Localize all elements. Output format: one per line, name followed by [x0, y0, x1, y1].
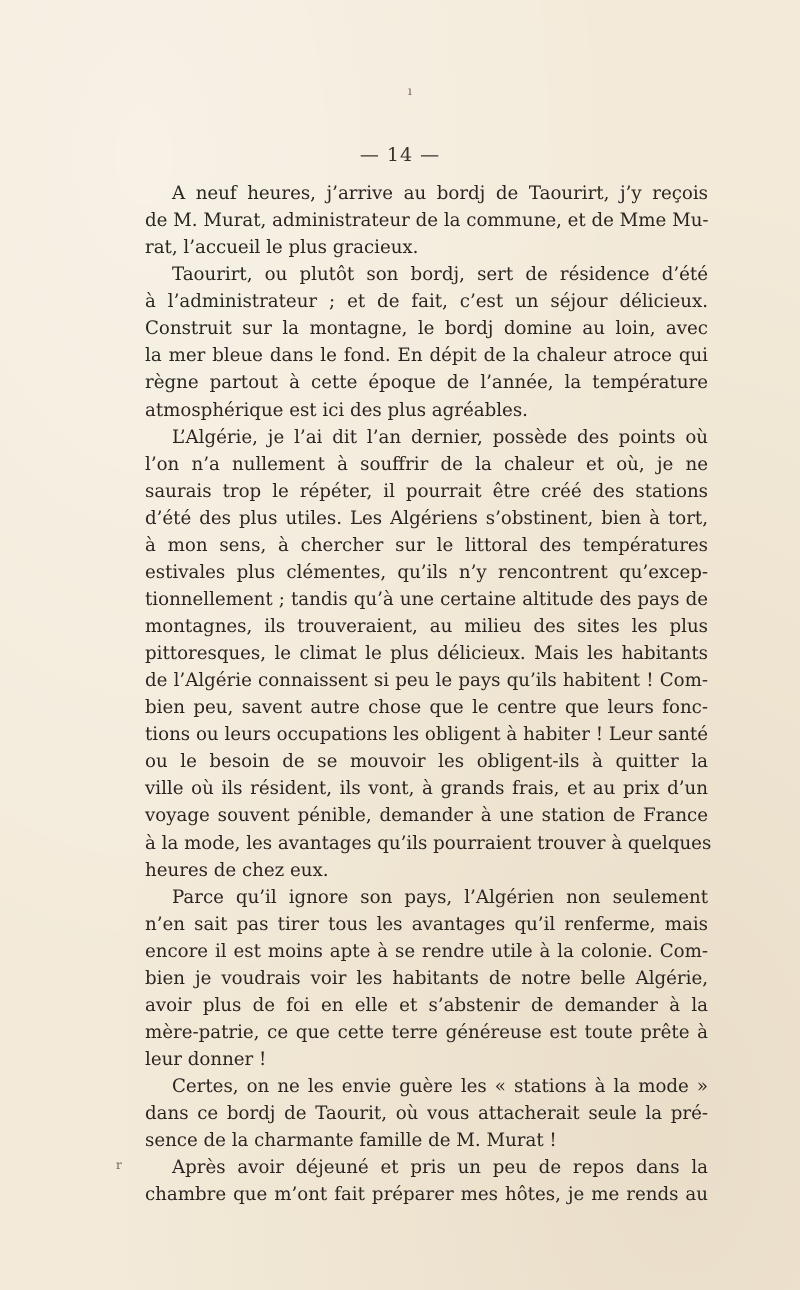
text-line: mère-patrie, ce que cette terre généreuse est toute prête à: [145, 1021, 708, 1043]
text-line: rat, l’accueil le plus gracieux.: [145, 237, 419, 259]
page-number: — 14 —: [359, 144, 441, 166]
text-line: d’été des plus utiles. Les Algériens s’obstinent, bien à tort,: [145, 507, 708, 529]
text-line: règne partout à cette époque de l’année, la température: [145, 372, 708, 394]
text-line: estivales plus clémentes, qu’ils n’y rencontrent qu’excep-: [145, 561, 708, 583]
text-line: n’en sait pas tirer tous les avantages qu’il renferme, mais: [145, 913, 708, 935]
text-line: tions ou leurs occupations les obligent à habiter ! Leur santé: [145, 724, 708, 746]
text-line: Après avoir déjeuné et pris un peu de repos dans la: [172, 1157, 708, 1179]
text-line: tionnellement ; tandis qu’à une certaine altitude des pays de: [145, 588, 708, 610]
text-line: montagnes, ils trouveraient, au milieu des sites les plus: [145, 616, 708, 637]
text-line: à mon sens, à chercher sur le littoral des températures: [145, 534, 708, 556]
text-line: de M. Murat, administrateur de la commune, et de Mme Mu-: [145, 210, 709, 232]
text-line: à la mode, les avantages qu’ils pourraient trouver à quelques: [145, 832, 712, 854]
text-line: avoir plus de foi en elle et s’abstenir de demander à la: [145, 994, 708, 1016]
ink-speck: ı: [408, 84, 412, 98]
text-line: atmosphérique est ici des plus agréables.: [145, 399, 528, 421]
text-line: Parce qu’il ignore son pays, l’Algérien non seulement: [172, 886, 708, 908]
text-line: chambre que m’ont fait préparer mes hôtes, je me rends au: [145, 1184, 708, 1206]
text-line: encore il est moins apte à se rendre utile à la colonie. Com-: [145, 940, 708, 962]
text-line: Certes, on ne les envie guère les « stations à la mode »: [172, 1076, 708, 1098]
text-line: Taourirt, ou plutôt son bordj, sert de résidence d’été: [172, 264, 708, 286]
text-line: heures de chez eux.: [145, 859, 329, 881]
text-line: Construit sur la montagne, le bordj domine au loin, avec: [145, 318, 708, 340]
text-line: pittoresques, le climat le plus délicieux. Mais les habitants: [145, 643, 708, 665]
text-line: ou le besoin de se mouvoir les obligent-ils à quitter la: [145, 751, 708, 773]
text-line: sence de la charmante famille de M. Murat !: [145, 1130, 557, 1152]
text-line: l’on n’a nullement à souffrir de la chaleur et où, je ne: [145, 453, 708, 475]
text-line: de l’Algérie connaissent si peu le pays qu’ils habitent ! Com-: [145, 670, 708, 692]
ink-speck: r: [116, 1158, 122, 1172]
text-line: saurais trop le répéter, il pourrait être créé des stations: [145, 480, 708, 502]
text-line: bien peu, savent autre chose que le centre que leurs fonc-: [145, 697, 708, 719]
text-line: bien je voudrais voir les habitants de notre belle Algérie,: [145, 967, 708, 989]
text-line: dans ce bordj de Taourit, où vous attacherait seule la pré-: [145, 1103, 708, 1125]
text-line: ville où ils résident, ils vont, à grands frais, et au prix d’un: [145, 778, 708, 800]
text-line: L’Algérie, je l’ai dit l’an dernier, possède des points où: [172, 426, 708, 448]
text-line: à l’administrateur ; et de fait, c’est un séjour délicieux.: [145, 291, 708, 313]
text-line: voyage souvent pénible, demander à une station de France: [145, 805, 708, 827]
text-line: leur donner !: [145, 1049, 267, 1070]
text-line: A neuf heures, j’arrive au bordj de Taourirt, j’y reçois: [172, 183, 708, 204]
body-text: [145, 180, 712, 1208]
text-line: la mer bleue dans le fond. En dépit de la chaleur atroce qui: [145, 345, 708, 367]
